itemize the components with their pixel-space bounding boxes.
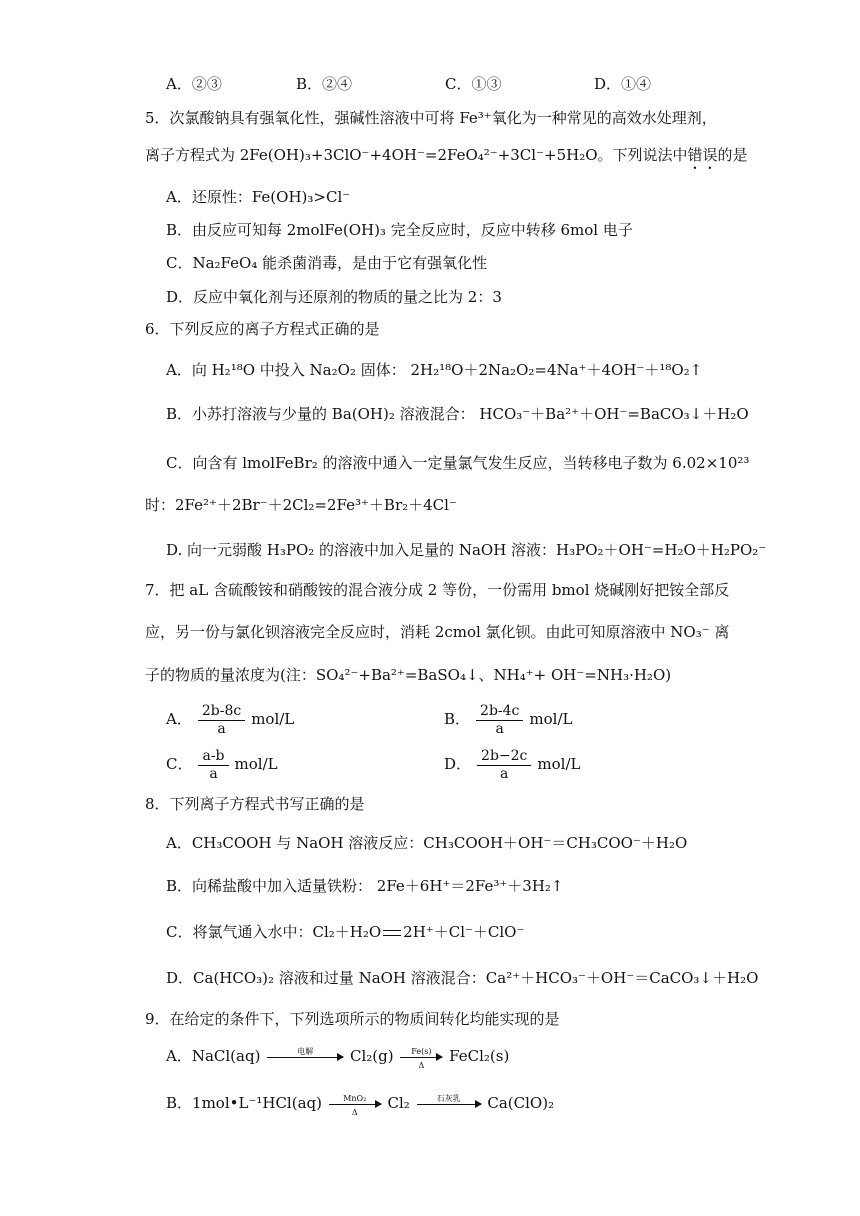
arrow-top-label: MnO₂ bbox=[343, 1093, 367, 1103]
q7-stem-line2: 应，另一份与氯化钡溶液完全反应时，消耗 2cmol 氯化钡。由此可知原溶液中 NO₃⁻ 离 bbox=[145, 623, 730, 641]
q6-option-c-line2: 时：2Fe²⁺＋2Br⁻＋2Cl₂=2Fe³⁺＋Br₂＋4Cl⁻ bbox=[145, 496, 457, 514]
q8-option-c-right: 2H⁺＋Cl⁻＋ClO⁻ bbox=[403, 923, 525, 941]
q5-option-b[interactable]: B．由反应可知每 2molFe(OH)₃ 完全反应时，反应中转移 6mol 电子 bbox=[166, 221, 633, 239]
q7-stem-line3: 子的物质的量浓度为(注：SO₄²⁻+Ba²⁺=BaSO₄↓、NH₄⁺+ OH⁻=NH₃·H₂O) bbox=[145, 666, 672, 684]
equilibrium-arrow-icon bbox=[383, 928, 401, 938]
q8-option-d[interactable]: D．Ca(HCO₃)₂ 溶液和过量 NaOH 溶液混合：Ca²⁺＋HCO₃⁻＋OH⁻＝CaCO₃↓＋H₂O bbox=[166, 969, 759, 987]
q8-option-a[interactable]: A．CH₃COOH 与 NaOH 溶液反应：CH₃COOH＋OH⁻＝CH₃COO⁻＋H₂O bbox=[166, 834, 688, 852]
fraction-numerator: 2b-4c bbox=[476, 703, 523, 721]
unit-label: mol/L bbox=[251, 710, 295, 728]
q5-option-c[interactable]: C．Na₂FeO₄ 能杀菌消毒，是由于它有强氧化性 bbox=[166, 254, 488, 272]
q7-option-d[interactable] bbox=[444, 745, 580, 783]
arrow-bottom-label: Δ bbox=[351, 1107, 358, 1117]
unit-label: mol/L bbox=[537, 755, 581, 773]
arrow-top-label: Fe(s) bbox=[411, 1046, 432, 1056]
q6-option-c-line1[interactable]: C．向含有 lmolFeBr₂ 的溶液中通入一定量氯气发生反应，当转移电子数为 6.02×10²³ bbox=[166, 454, 750, 472]
reaction-arrow-icon bbox=[417, 1093, 481, 1105]
q7-option-a[interactable] bbox=[166, 700, 294, 738]
fraction-denominator: a bbox=[217, 720, 226, 737]
q4-option-d[interactable]: D．①④ bbox=[594, 75, 652, 93]
q9-b-end: Ca(ClO)₂ bbox=[487, 1094, 555, 1112]
fraction-numerator: 2b-8c bbox=[198, 703, 245, 721]
reaction-arrow-icon bbox=[267, 1046, 343, 1058]
q8-option-b[interactable]: B．向稀盐酸中加入适量铁粉： 2Fe＋6H⁺＝2Fe³⁺＋3H₂↑ bbox=[166, 877, 564, 895]
unit-label: mol/L bbox=[234, 755, 278, 773]
q4-option-b[interactable]: B．②④ bbox=[296, 75, 353, 93]
q7-option-b-fraction bbox=[476, 703, 523, 738]
fraction-numerator: 2b−2c bbox=[477, 748, 531, 766]
q5-stem-end: 的是 bbox=[717, 146, 748, 164]
q9-b-mid: Cl₂ bbox=[387, 1094, 410, 1112]
arrow-top-label: 电解 bbox=[297, 1046, 314, 1056]
q7-option-c-label: C． bbox=[166, 755, 193, 773]
q5-option-a[interactable]: A．还原性：Fe(OH)₃>Cl⁻ bbox=[166, 188, 351, 206]
q9-stem: 9．在给定的条件下，下列选项所示的物质间转化均能实现的是 bbox=[145, 1010, 560, 1028]
reaction-arrow-icon bbox=[400, 1046, 442, 1070]
fraction-numerator: a-b bbox=[198, 748, 228, 766]
q9-option-b[interactable] bbox=[166, 1093, 555, 1117]
q5-stem-text: 离子方程式为 2Fe(OH)₃+3ClO⁻+4OH⁻=2FeO₄²⁻+3Cl⁻+5H₂O。下列说法中 bbox=[145, 146, 688, 164]
q7-option-a-fraction bbox=[198, 703, 245, 738]
q7-option-d-fraction bbox=[477, 748, 531, 783]
q8-stem: 8．下列离子方程式书写正确的是 bbox=[145, 795, 365, 813]
q9-b-start: B．1mol•L⁻¹HCl(aq) bbox=[166, 1094, 322, 1112]
q7-option-d-label: D． bbox=[444, 755, 472, 773]
q8-option-c-left: C．将氯气通入水中：Cl₂＋H₂O bbox=[166, 923, 382, 941]
q5-stem-line1: 5．次氯酸钠具有强氧化性，强碱性溶液中可将 Fe³⁺氧化为一种常见的高效水处理剂， bbox=[145, 109, 717, 127]
q5-stem-line2 bbox=[145, 145, 748, 173]
q6-option-b[interactable]: B．小苏打溶液与少量的 Ba(OH)₂ 溶液混合： HCO₃⁻＋Ba²⁺＋OH⁻=BaCO₃↓＋H₂O bbox=[166, 405, 749, 423]
q6-option-d[interactable]: D. 向一元弱酸 H₃PO₂ 的溶液中加入足量的 NaOH 溶液：H₃PO₂＋OH⁻=H₂O＋H₂PO₂⁻ bbox=[166, 541, 767, 559]
q7-option-b-label: B． bbox=[444, 710, 471, 728]
arrow-bottom-label: Δ bbox=[418, 1060, 425, 1070]
q4-option-c[interactable]: C．①③ bbox=[445, 75, 502, 93]
q4-option-a[interactable]: A．②③ bbox=[166, 75, 222, 93]
q5-emphasis-word: 错误 bbox=[687, 146, 718, 164]
q7-stem-line1: 7．把 aL 含硫酸铵和硝酸铵的混合液分成 2 等份，一份需用 bmol 烧碱刚好把铵全部反 bbox=[145, 581, 730, 599]
q7-option-b[interactable] bbox=[444, 700, 572, 738]
fraction-denominator: a bbox=[209, 765, 218, 782]
q6-option-a[interactable]: A．向 H₂¹⁸O 中投入 Na₂O₂ 固体： 2H₂¹⁸O＋2Na₂O₂=4Na⁺＋4OH⁻＋¹⁸O₂↑ bbox=[166, 361, 703, 379]
q6-stem: 6．下列反应的离子方程式正确的是 bbox=[145, 320, 380, 338]
arrow-top-label: 石灰乳 bbox=[436, 1093, 461, 1103]
q7-option-c-fraction bbox=[198, 748, 228, 783]
unit-label: mol/L bbox=[529, 710, 573, 728]
fraction-denominator: a bbox=[495, 720, 504, 737]
q7-option-c[interactable] bbox=[166, 745, 278, 783]
q9-a-start: A．NaCl(aq) bbox=[166, 1047, 261, 1065]
fraction-denominator: a bbox=[500, 765, 509, 782]
q9-a-mid: Cl₂(g) bbox=[350, 1047, 394, 1065]
q7-option-a-label: A． bbox=[166, 710, 192, 728]
q9-option-a[interactable] bbox=[166, 1046, 510, 1070]
reaction-arrow-icon bbox=[329, 1093, 381, 1117]
q8-option-c[interactable] bbox=[166, 922, 524, 942]
q4-options bbox=[0, 74, 860, 94]
q5-option-d[interactable]: D．反应中氧化剂与还原剂的物质的量之比为 2：3 bbox=[166, 288, 502, 306]
q9-a-end: FeCl₂(s) bbox=[449, 1047, 510, 1065]
